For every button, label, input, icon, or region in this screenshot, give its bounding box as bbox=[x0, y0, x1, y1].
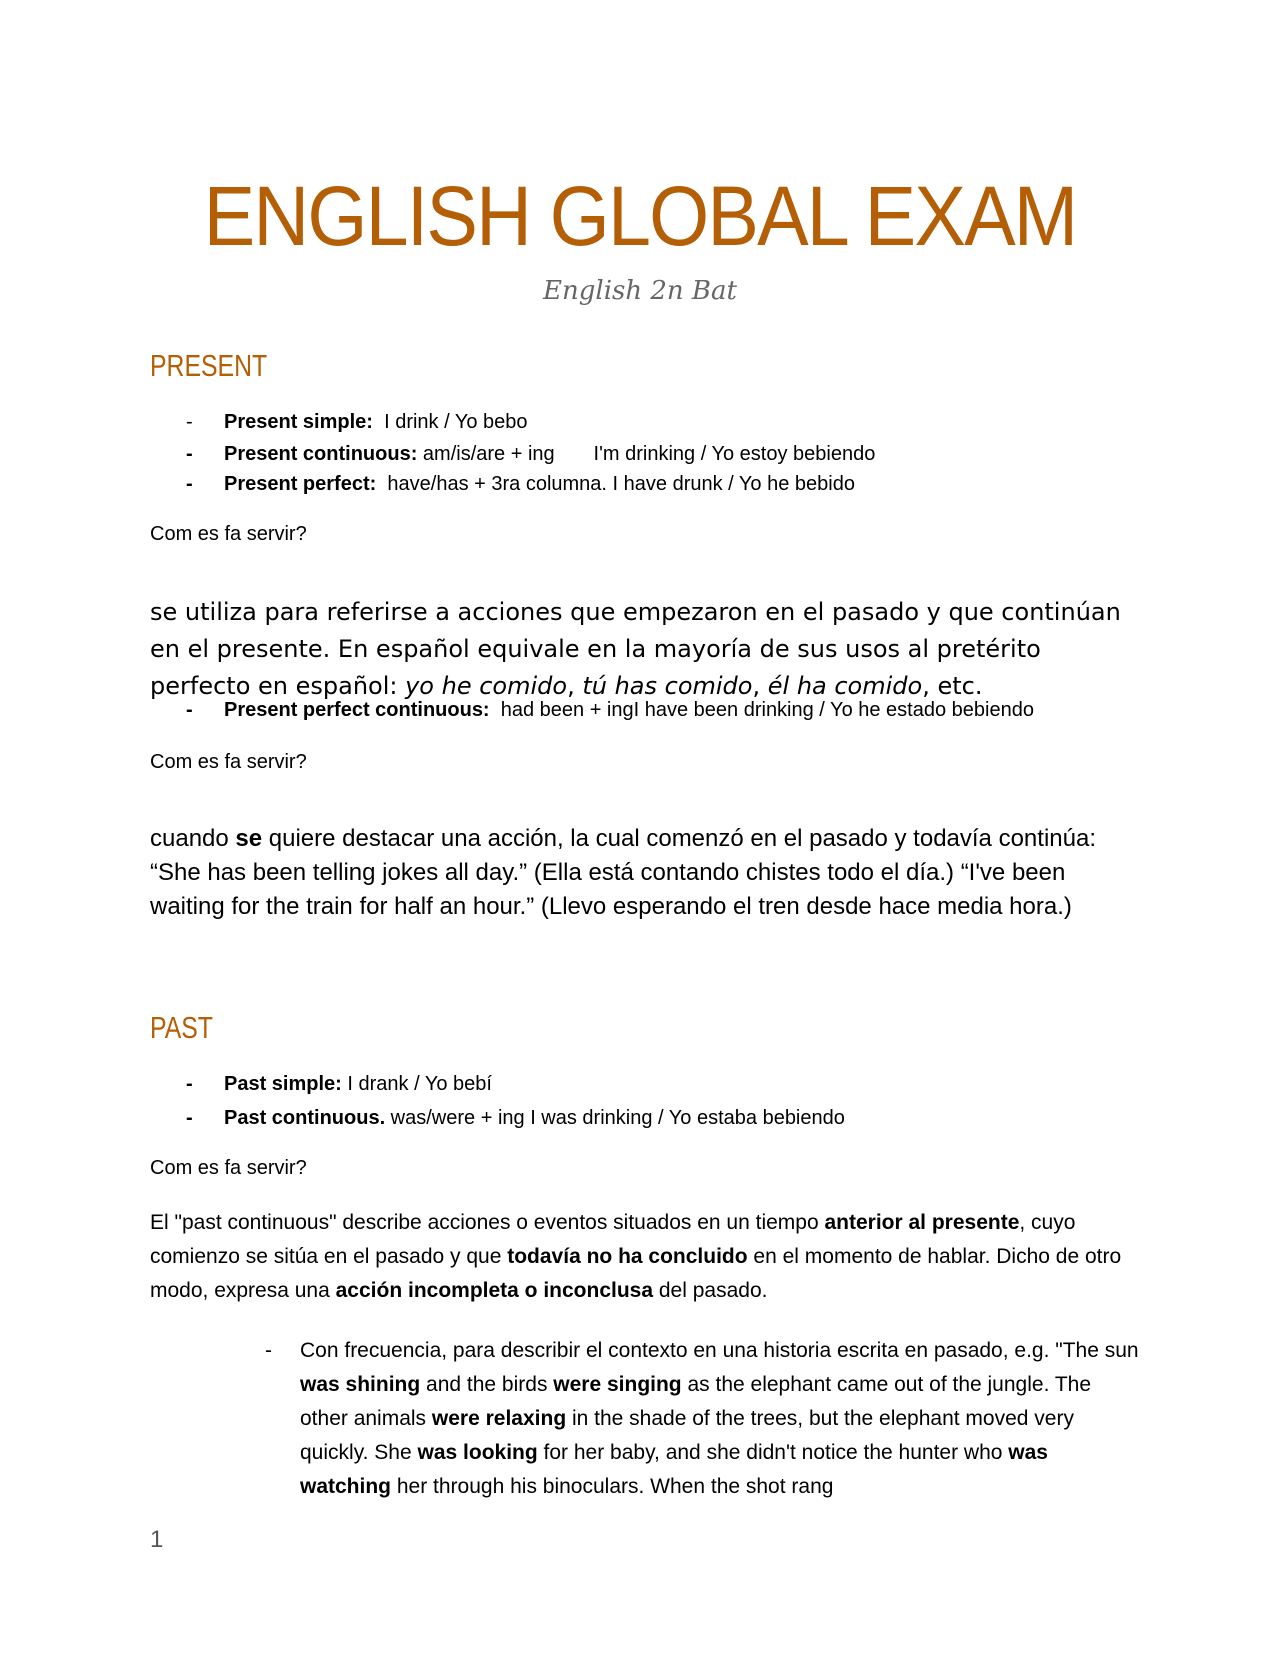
document-subtitle: English 2n Bat bbox=[543, 276, 737, 306]
list-item-text: was/were + ing I was drinking / Yo estaba bebiendo bbox=[385, 1107, 845, 1129]
bold-text: acción incompleta o inconclusa bbox=[335, 1279, 654, 1302]
list-item-text: I drink / Yo bebo bbox=[372, 411, 528, 433]
bullet-dash: - bbox=[186, 1107, 193, 1129]
bold-text: was looking bbox=[417, 1441, 538, 1464]
heading-past: PAST bbox=[150, 1010, 213, 1045]
paragraph-text: for her baby, and she didn't notice the hunter who bbox=[537, 1441, 1009, 1464]
paragraph-text: en el momento de hablar. Dicho de otro modo, expresa una bbox=[150, 1245, 1122, 1302]
paragraph-text: se utiliza para referirse a acciones que empezaron en el pasado y que continúan en el presente. En español equivale en la mayoría de sus usos al pretérito perfecto en español: bbox=[150, 598, 1121, 700]
question-label: Com es fa servir? bbox=[150, 751, 307, 773]
list-item-label: Past continuous. bbox=[224, 1107, 386, 1129]
bold-text: were relaxing bbox=[431, 1407, 567, 1430]
indented-list-item bbox=[265, 1334, 1140, 1504]
list-item-label: Present perfect continuous: bbox=[224, 699, 490, 721]
paragraph-text: del pasado. bbox=[653, 1279, 768, 1302]
list-item-present-perfect bbox=[186, 470, 855, 498]
italic-example: yo he comido bbox=[405, 672, 568, 700]
paragraph-text: quiere destacar una acción, la cual comenzó en el pasado y todavía continúa: “She has been telling jokes all day.” (Ella está contando chistes todo el día.) “I've been waiting for the train for half an hour.” (Llevo esperando el tren desde hace media hora.) bbox=[150, 825, 1096, 920]
paragraph-text: as the elephant came out of the jungle. The other animals bbox=[300, 1373, 1092, 1430]
italic-example: él ha comido bbox=[767, 672, 923, 700]
list-item-text: had been + ingI have been drinking / Yo he estado bebiendo bbox=[489, 699, 1034, 721]
bullet-dash: - bbox=[186, 1073, 193, 1095]
paragraph-text: in the shade of the trees, but the elephant moved very quickly. She bbox=[300, 1407, 1074, 1464]
paragraph-text: , etc. bbox=[922, 672, 983, 700]
list-item-present-continuous bbox=[186, 440, 875, 468]
explanation-present-perfect-continuous bbox=[150, 822, 1110, 924]
document-title: ENGLISH GLOBAL EXAM bbox=[203, 169, 1077, 263]
list-item-label: Present perfect: bbox=[224, 473, 377, 495]
list-item-text: I drank / Yo bebí bbox=[341, 1073, 492, 1095]
list-item-past-simple bbox=[186, 1070, 492, 1098]
list-item-present-simple bbox=[186, 408, 528, 436]
question-label: Com es fa servir? bbox=[150, 523, 307, 545]
question-label: Com es fa servir? bbox=[150, 1157, 307, 1179]
bold-text: was shining bbox=[300, 1373, 421, 1396]
list-item-text: have/has + 3ra columna. I have drunk / Yo he bebido bbox=[376, 473, 855, 495]
list-item-label: Present continuous: bbox=[224, 443, 418, 465]
list-item-past-continuous bbox=[186, 1104, 845, 1132]
bullet-dash: - bbox=[265, 1339, 272, 1362]
bold-text: were singing bbox=[553, 1373, 682, 1396]
paragraph-text: and the birds bbox=[420, 1373, 554, 1396]
heading-present: PRESENT bbox=[150, 348, 268, 383]
italic-example: tú has comido bbox=[582, 672, 753, 700]
list-item-separator: : bbox=[366, 411, 373, 433]
list-item-present-perfect-continuous bbox=[186, 696, 1034, 724]
bold-text: se bbox=[235, 825, 263, 852]
bold-text: was watching bbox=[300, 1441, 1048, 1498]
paragraph-text: Con frecuencia, para describir el contexto en una historia escrita en pasado, e.g. "The sun bbox=[300, 1339, 1139, 1362]
list-item-label: Present simple bbox=[224, 411, 367, 433]
bullet-dash: - bbox=[186, 443, 193, 465]
bold-text: todavía no ha concluido bbox=[507, 1245, 748, 1268]
bold-text: anterior al presente bbox=[824, 1211, 1020, 1234]
paragraph-text: El "past continuous" describe acciones o eventos situados en un tiempo bbox=[150, 1211, 825, 1234]
paragraph-text: , cuyo comienzo se sitúa en el pasado y que bbox=[150, 1211, 1076, 1268]
paragraph-text: cuando bbox=[150, 825, 236, 852]
paragraph-text: , bbox=[752, 672, 768, 700]
paragraph-text: , bbox=[567, 672, 583, 700]
list-item-label: Past simple: bbox=[224, 1073, 342, 1095]
page-number: 1 bbox=[150, 1526, 164, 1553]
list-item-text: am/is/are + ing I'm drinking / Yo estoy bebiendo bbox=[417, 443, 876, 465]
bullet-dash: - bbox=[186, 411, 193, 433]
paragraph-text: her through his binoculars. When the shot rang bbox=[391, 1475, 834, 1498]
explanation-present-perfect bbox=[150, 594, 1130, 705]
bullet-dash: - bbox=[186, 699, 193, 721]
bullet-dash: - bbox=[186, 473, 193, 495]
explanation-past-continuous bbox=[150, 1206, 1130, 1308]
